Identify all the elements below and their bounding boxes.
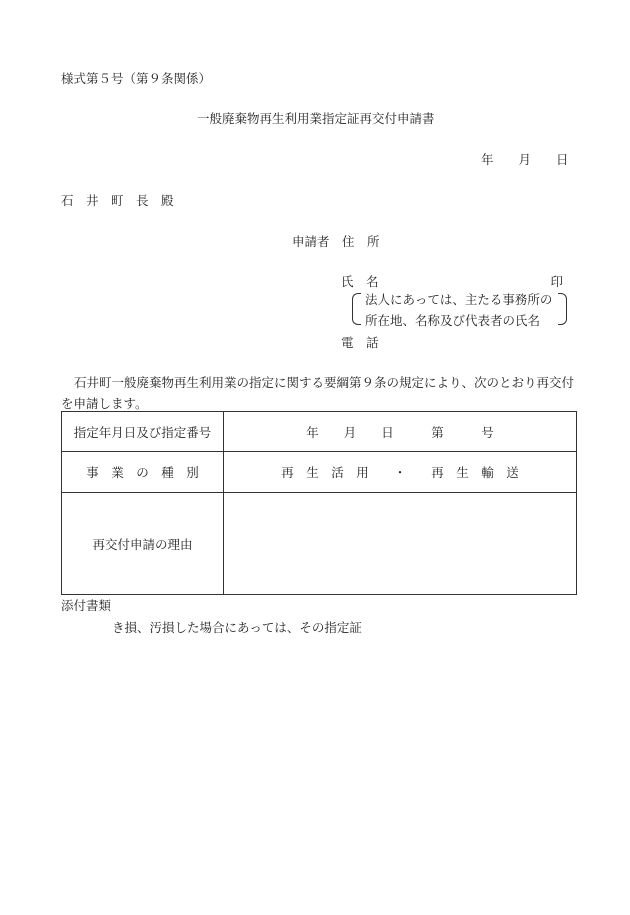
corporate-note-line-1: 法人にあっては、主たる事務所の — [365, 292, 553, 307]
bracket-left — [352, 293, 361, 325]
addressee: 石 井 町 長 殿 — [61, 193, 174, 208]
reissue-reason-value — [224, 493, 577, 595]
table-row — [62, 493, 577, 595]
applicant-name-label: 氏 名 — [341, 274, 379, 289]
corporate-note — [365, 289, 552, 331]
form-number: 様式第５号（第９条関係） — [61, 71, 212, 86]
designation-date-number-label: 指定年月日及び指定番号 — [62, 412, 224, 452]
applicant-phone-label: 電 話 — [341, 335, 379, 350]
attachment-item: き損、汚損した場合にあっては、その指定証 — [112, 620, 362, 635]
applicant-name-row — [341, 272, 563, 290]
application-table — [61, 411, 577, 595]
date-line: 年 月 日 — [481, 152, 569, 167]
attachments-title: 添付書類 — [61, 598, 112, 613]
business-type-label: 事 業 の 種 別 — [62, 452, 224, 493]
document-title: 一般廃棄物再生利用業指定証再交付申請書 — [197, 111, 435, 126]
request-statement: 石井町一般廃棄物再生利用業の指定に関する要綱第９条の規定により、次のとおり再交付を申請します。 — [61, 375, 575, 411]
reissue-reason-label: 再交付申請の理由 — [62, 493, 224, 595]
applicant-address-label: 申請者 住 所 — [292, 234, 380, 249]
designation-date-number-value: 年 月 日 第 号 — [224, 412, 577, 452]
seal-mark: 印 — [550, 274, 563, 289]
corporate-note-line-2: 所在地、名称及び代表者の氏名 — [365, 313, 541, 328]
table-row — [62, 412, 577, 452]
business-type-value: 再 生 活 用 ・ 再 生 輸 送 — [224, 452, 577, 493]
table-row — [62, 452, 577, 493]
bracket-right — [558, 293, 567, 325]
